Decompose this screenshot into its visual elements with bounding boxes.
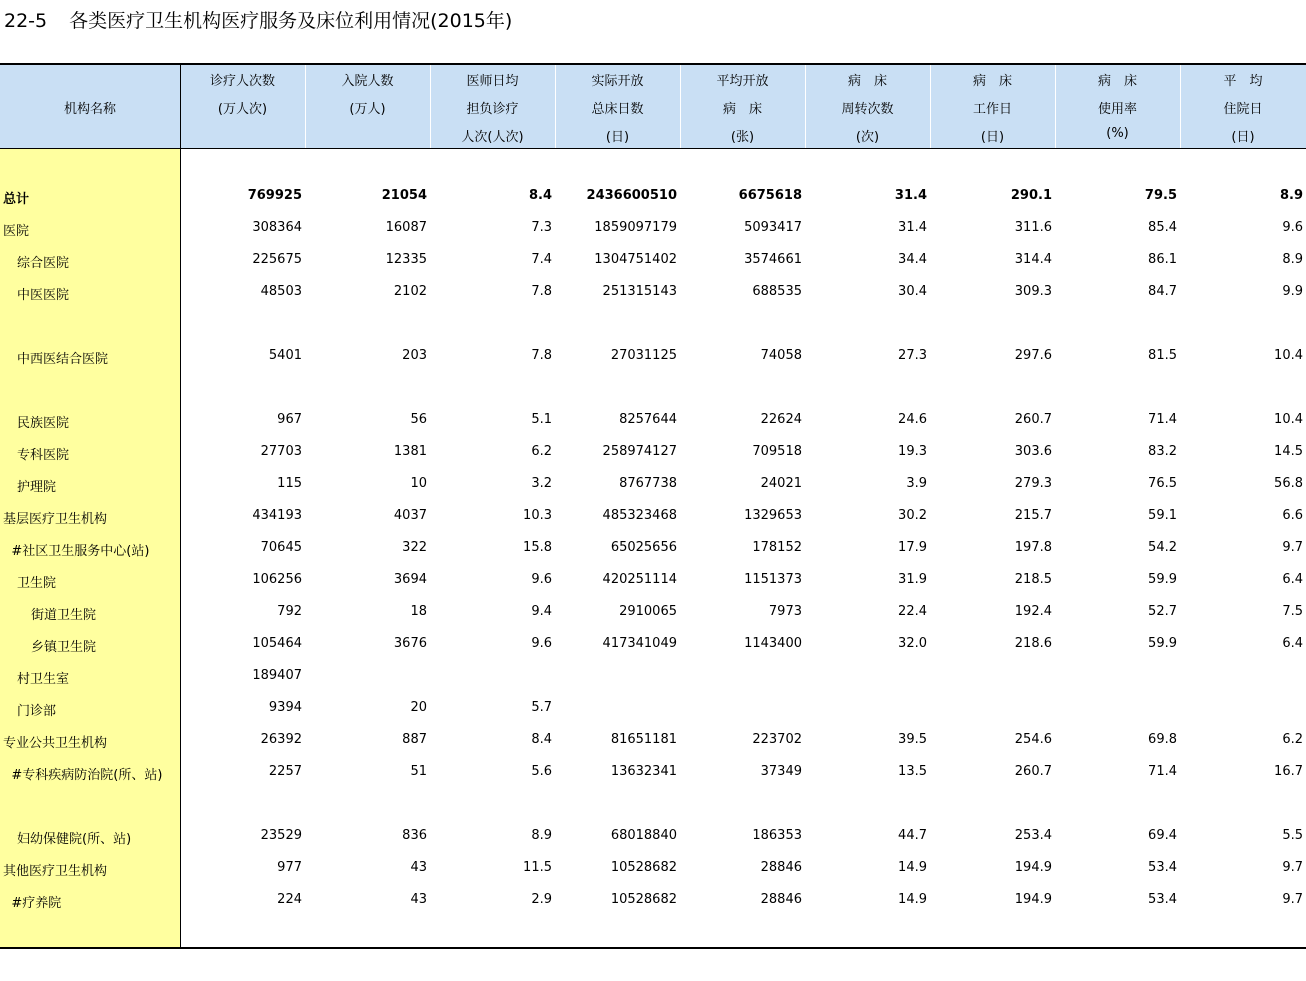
table-cell: 34.4 bbox=[898, 252, 927, 267]
header-label: 住院日 bbox=[1223, 102, 1263, 117]
table-cell: 74058 bbox=[760, 348, 802, 363]
table-cell: 8.4 bbox=[531, 732, 552, 747]
table-cell: 1329653 bbox=[744, 508, 802, 523]
row-label: #疗养院 bbox=[11, 896, 62, 911]
row-label: 护理院 bbox=[17, 480, 57, 495]
header-label: 实际开放 bbox=[591, 74, 644, 89]
header-cell bbox=[180, 65, 305, 148]
table-cell: 85.4 bbox=[1148, 220, 1177, 235]
row-label: 综合医院 bbox=[17, 256, 70, 271]
table-cell: 8767738 bbox=[619, 476, 677, 491]
table-cell: 10.3 bbox=[523, 508, 552, 523]
table-cell: 30.4 bbox=[898, 284, 927, 299]
table-cell: 39.5 bbox=[898, 732, 927, 747]
table-row bbox=[0, 220, 1306, 240]
table-cell: 69.4 bbox=[1148, 828, 1177, 843]
table-cell: 23529 bbox=[260, 828, 302, 843]
table-cell: 6.4 bbox=[1282, 572, 1303, 587]
table-cell: 223702 bbox=[752, 732, 802, 747]
table-cell: 16087 bbox=[385, 220, 427, 235]
table-cell: 9.6 bbox=[1282, 220, 1303, 235]
table-cell: 10.4 bbox=[1274, 348, 1303, 363]
table-cell: 6.2 bbox=[531, 444, 552, 459]
row-label: #专科疾病防治院(所、站) bbox=[11, 768, 163, 783]
table-cell: 314.4 bbox=[1014, 252, 1052, 267]
table-cell: 224 bbox=[277, 892, 302, 907]
header-label: (万人次) bbox=[217, 102, 268, 117]
table-cell: 186353 bbox=[752, 828, 802, 843]
header-label: 平 均 bbox=[1223, 74, 1263, 89]
header-label: (日) bbox=[980, 130, 1005, 145]
table-cell: 7.3 bbox=[531, 220, 552, 235]
table-cell: 28846 bbox=[760, 860, 802, 875]
table-cell: 420251114 bbox=[602, 572, 677, 587]
table-cell: 290.1 bbox=[1010, 188, 1052, 203]
table-cell: 30.2 bbox=[898, 508, 927, 523]
table-cell: 84.7 bbox=[1148, 284, 1177, 299]
table-row bbox=[0, 604, 1306, 624]
header-column-separator bbox=[930, 65, 931, 148]
table-cell: 5093417 bbox=[744, 220, 802, 235]
row-label: 妇幼保健院(所、站) bbox=[17, 832, 132, 847]
table-cell: 792 bbox=[277, 604, 302, 619]
table-cell: 5.7 bbox=[531, 700, 552, 715]
header-label: (%) bbox=[1106, 126, 1129, 141]
table-cell: 251315143 bbox=[602, 284, 677, 299]
table-cell: 9394 bbox=[268, 700, 302, 715]
table-cell: 20 bbox=[410, 700, 427, 715]
table-cell: 3.9 bbox=[906, 476, 927, 491]
table-cell: 308364 bbox=[252, 220, 302, 235]
table-cell: 10528682 bbox=[610, 860, 677, 875]
table-number: 22-5 bbox=[4, 10, 48, 32]
table-cell: 76.5 bbox=[1148, 476, 1177, 491]
table-cell: 2910065 bbox=[619, 604, 677, 619]
table-cell: 3.2 bbox=[531, 476, 552, 491]
table-cell: 769925 bbox=[247, 188, 302, 203]
header-cell bbox=[680, 65, 805, 148]
table-cell: 44.7 bbox=[898, 828, 927, 843]
table-cell: 9.7 bbox=[1282, 540, 1303, 555]
table-cell: 59.9 bbox=[1148, 572, 1177, 587]
header-cell bbox=[430, 65, 555, 148]
table-cell: 65025656 bbox=[610, 540, 677, 555]
table-cell: 258974127 bbox=[602, 444, 677, 459]
table-cell: 10 bbox=[410, 476, 427, 491]
table-cell: 13632341 bbox=[610, 764, 677, 779]
table-row bbox=[0, 860, 1306, 880]
table-row bbox=[0, 572, 1306, 592]
table-cell: 16.7 bbox=[1274, 764, 1303, 779]
header-label: 工作日 bbox=[972, 102, 1012, 117]
table-cell: 6.6 bbox=[1282, 508, 1303, 523]
row-label: 总计 bbox=[3, 192, 30, 207]
table-cell: 79.5 bbox=[1144, 188, 1177, 203]
row-label: #社区卫生服务中心(站) bbox=[11, 544, 150, 559]
table-cell: 9.7 bbox=[1282, 892, 1303, 907]
table-cell: 7.5 bbox=[1282, 604, 1303, 619]
table-cell: 6675618 bbox=[738, 188, 802, 203]
header-label: (万人) bbox=[349, 102, 386, 117]
table-cell: 709518 bbox=[752, 444, 802, 459]
table-cell: 21054 bbox=[381, 188, 427, 203]
header-column-separator bbox=[430, 65, 431, 148]
header-label: 总床日数 bbox=[591, 102, 644, 117]
table-cell: 197.8 bbox=[1014, 540, 1052, 555]
table-cell: 24.6 bbox=[898, 412, 927, 427]
table-row bbox=[0, 508, 1306, 528]
header-label: 平均开放 bbox=[716, 74, 769, 89]
header-cell bbox=[555, 65, 680, 148]
header-label: (日) bbox=[1231, 130, 1255, 145]
table-cell: 86.1 bbox=[1148, 252, 1177, 267]
table-cell: 59.9 bbox=[1148, 636, 1177, 651]
header-cell bbox=[1055, 65, 1180, 148]
table-cell: 5401 bbox=[268, 348, 302, 363]
table-row bbox=[0, 764, 1306, 784]
table-cell: 5.6 bbox=[531, 764, 552, 779]
header-cell-name bbox=[0, 65, 180, 148]
table-cell: 7.4 bbox=[531, 252, 552, 267]
table-cell: 31.4 bbox=[898, 220, 927, 235]
table-row bbox=[0, 636, 1306, 656]
row-label: 乡镇卫生院 bbox=[31, 640, 97, 655]
header-label: 病 床 bbox=[972, 74, 1012, 89]
table-cell: 1304751402 bbox=[594, 252, 677, 267]
table-cell: 297.6 bbox=[1014, 348, 1052, 363]
table-cell: 215.7 bbox=[1014, 508, 1052, 523]
table-cell: 178152 bbox=[752, 540, 802, 555]
table-row bbox=[0, 348, 1306, 368]
table-cell: 309.3 bbox=[1014, 284, 1052, 299]
table-cell: 5.1 bbox=[531, 412, 552, 427]
table-cell: 24021 bbox=[760, 476, 802, 491]
table-cell: 28846 bbox=[760, 892, 802, 907]
table-cell: 9.9 bbox=[1282, 284, 1303, 299]
table-cell: 53.4 bbox=[1148, 892, 1177, 907]
table-cell: 68018840 bbox=[610, 828, 677, 843]
table-cell: 9.7 bbox=[1282, 860, 1303, 875]
table-cell: 225675 bbox=[252, 252, 302, 267]
table-cell: 71.4 bbox=[1148, 412, 1177, 427]
table-cell: 11.5 bbox=[523, 860, 552, 875]
table-cell: 311.6 bbox=[1014, 220, 1052, 235]
table-cell: 6.4 bbox=[1282, 636, 1303, 651]
table-cell: 253.4 bbox=[1014, 828, 1052, 843]
page-title bbox=[4, 6, 512, 33]
table-cell: 8.9 bbox=[531, 828, 552, 843]
table-cell: 14.5 bbox=[1274, 444, 1303, 459]
table-cell: 967 bbox=[277, 412, 302, 427]
table-cell: 2436600510 bbox=[586, 188, 677, 203]
header-label: 人次(人次) bbox=[461, 130, 524, 145]
table-cell: 260.7 bbox=[1014, 764, 1052, 779]
table-cell: 1151373 bbox=[744, 572, 802, 587]
table-cell: 10528682 bbox=[610, 892, 677, 907]
header-cell bbox=[1180, 65, 1306, 148]
header-label: 病 床 bbox=[847, 74, 887, 89]
table-cell: 977 bbox=[277, 860, 302, 875]
table-cell: 189407 bbox=[252, 668, 302, 683]
table-cell: 22624 bbox=[760, 412, 802, 427]
header-label: 诊疗人次数 bbox=[209, 74, 275, 89]
table-cell: 887 bbox=[402, 732, 427, 747]
bottom-rule bbox=[0, 947, 1306, 949]
table-cell: 69.8 bbox=[1148, 732, 1177, 747]
table-cell: 22.4 bbox=[898, 604, 927, 619]
table-cell: 6.2 bbox=[1282, 732, 1303, 747]
table-cell: 13.5 bbox=[898, 764, 927, 779]
table-cell: 9.6 bbox=[531, 572, 552, 587]
table-cell: 7973 bbox=[768, 604, 802, 619]
header-cell bbox=[305, 65, 430, 148]
table-cell: 8.4 bbox=[528, 188, 552, 203]
table-cell: 194.9 bbox=[1014, 860, 1052, 875]
table-cell: 105464 bbox=[252, 636, 302, 651]
table-row bbox=[0, 668, 1306, 688]
table-cell: 3574661 bbox=[744, 252, 802, 267]
table-cell: 260.7 bbox=[1014, 412, 1052, 427]
header-column-separator bbox=[1180, 65, 1181, 148]
row-label: 村卫生室 bbox=[17, 672, 70, 687]
row-label: 卫生院 bbox=[17, 576, 57, 591]
table-cell: 26392 bbox=[260, 732, 302, 747]
table-cell: 4037 bbox=[393, 508, 427, 523]
table-cell: 51 bbox=[410, 764, 427, 779]
header-label: 入院人数 bbox=[341, 74, 394, 89]
table-cell: 31.4 bbox=[894, 188, 927, 203]
table-cell: 1859097179 bbox=[594, 220, 677, 235]
row-label: 专科医院 bbox=[17, 448, 70, 463]
table-cell: 37349 bbox=[760, 764, 802, 779]
table-cell: 8.9 bbox=[1279, 188, 1303, 203]
header-label: (次) bbox=[855, 130, 880, 145]
table-cell: 3676 bbox=[393, 636, 427, 651]
table-cell: 9.6 bbox=[531, 636, 552, 651]
row-label: 其他医疗卫生机构 bbox=[3, 864, 108, 879]
header-cell bbox=[930, 65, 1055, 148]
table-cell: 71.4 bbox=[1148, 764, 1177, 779]
table-cell: 48503 bbox=[260, 284, 302, 299]
table-cell: 218.5 bbox=[1014, 572, 1052, 587]
table-cell: 27031125 bbox=[610, 348, 677, 363]
table-row bbox=[0, 412, 1306, 432]
header-rule bbox=[0, 148, 1306, 149]
header-label: 病 床 bbox=[722, 102, 762, 117]
header-label: 机构名称 bbox=[63, 102, 116, 117]
table-row bbox=[0, 476, 1306, 496]
table-row bbox=[0, 700, 1306, 720]
header-column-separator bbox=[805, 65, 806, 148]
table-cell: 2257 bbox=[268, 764, 302, 779]
table-cell: 9.4 bbox=[531, 604, 552, 619]
table-cell: 5.5 bbox=[1282, 828, 1303, 843]
table-cell: 106256 bbox=[252, 572, 302, 587]
table-cell: 52.7 bbox=[1148, 604, 1177, 619]
table-cell: 81.5 bbox=[1148, 348, 1177, 363]
header-column-separator bbox=[680, 65, 681, 148]
row-label: 专业公共卫生机构 bbox=[3, 736, 108, 751]
header-column-separator bbox=[555, 65, 556, 148]
table-cell: 836 bbox=[402, 828, 427, 843]
table-cell: 1143400 bbox=[744, 636, 802, 651]
header-label: 周转次数 bbox=[841, 102, 894, 117]
row-label: 门诊部 bbox=[17, 704, 57, 719]
table-row bbox=[0, 444, 1306, 464]
table-cell: 688535 bbox=[752, 284, 802, 299]
table-cell: 59.1 bbox=[1148, 508, 1177, 523]
table-cell: 27703 bbox=[260, 444, 302, 459]
row-label: 民族医院 bbox=[17, 416, 70, 431]
table-cell: 8257644 bbox=[619, 412, 677, 427]
table-cell: 8.9 bbox=[1282, 252, 1303, 267]
row-label: 基层医疗卫生机构 bbox=[3, 512, 108, 527]
table-cell: 32.0 bbox=[898, 636, 927, 651]
table-cell: 115 bbox=[277, 476, 302, 491]
table-row bbox=[0, 284, 1306, 304]
header-label: (日) bbox=[605, 130, 630, 145]
table-row bbox=[0, 188, 1306, 208]
table-cell: 54.2 bbox=[1148, 540, 1177, 555]
table-cell: 15.8 bbox=[523, 540, 552, 555]
row-label: 中医医院 bbox=[17, 288, 70, 303]
table-row bbox=[0, 732, 1306, 752]
table-cell: 194.9 bbox=[1014, 892, 1052, 907]
table-title: 各类医疗卫生机构医疗服务及床位利用情况(2015年) bbox=[69, 10, 513, 32]
table-row bbox=[0, 828, 1306, 848]
table-cell: 7.8 bbox=[531, 284, 552, 299]
table-cell: 3694 bbox=[393, 572, 427, 587]
row-label: 医院 bbox=[3, 224, 30, 239]
table-cell: 203 bbox=[402, 348, 427, 363]
header-cell bbox=[805, 65, 930, 148]
table-cell: 17.9 bbox=[898, 540, 927, 555]
table-cell: 417341049 bbox=[602, 636, 677, 651]
table-cell: 53.4 bbox=[1148, 860, 1177, 875]
table-row bbox=[0, 892, 1306, 912]
table-cell: 14.9 bbox=[898, 860, 927, 875]
table-cell: 12335 bbox=[385, 252, 427, 267]
table-cell: 83.2 bbox=[1148, 444, 1177, 459]
table-cell: 434193 bbox=[252, 508, 302, 523]
table-cell: 1381 bbox=[393, 444, 427, 459]
table-cell: 56.8 bbox=[1274, 476, 1303, 491]
table-cell: 7.8 bbox=[531, 348, 552, 363]
header-label: 病 床 bbox=[1097, 74, 1137, 89]
table-cell: 43 bbox=[410, 860, 427, 875]
table-cell: 254.6 bbox=[1014, 732, 1052, 747]
header-label: 使用率 bbox=[1097, 102, 1137, 117]
table-cell: 81651181 bbox=[610, 732, 677, 747]
table-cell: 485323468 bbox=[602, 508, 677, 523]
header-column-separator bbox=[1055, 65, 1056, 148]
table-cell: 322 bbox=[402, 540, 427, 555]
table-cell: 192.4 bbox=[1014, 604, 1052, 619]
table-cell: 303.6 bbox=[1014, 444, 1052, 459]
table-row bbox=[0, 540, 1306, 560]
header-label: (张) bbox=[730, 130, 755, 145]
table-cell: 18 bbox=[410, 604, 427, 619]
header-label: 担负诊疗 bbox=[466, 102, 519, 117]
table-cell: 70645 bbox=[260, 540, 302, 555]
table-cell: 10.4 bbox=[1274, 412, 1303, 427]
header-label: 医师日均 bbox=[466, 74, 519, 89]
table-cell: 56 bbox=[410, 412, 427, 427]
row-label: 中西医结合医院 bbox=[17, 352, 109, 367]
row-label: 街道卫生院 bbox=[31, 608, 97, 623]
table-cell: 14.9 bbox=[898, 892, 927, 907]
table-cell: 31.9 bbox=[898, 572, 927, 587]
table-cell: 2.9 bbox=[531, 892, 552, 907]
table-cell: 279.3 bbox=[1014, 476, 1052, 491]
table-cell: 43 bbox=[410, 892, 427, 907]
table-cell: 2102 bbox=[393, 284, 427, 299]
table-cell: 218.6 bbox=[1014, 636, 1052, 651]
table-cell: 19.3 bbox=[898, 444, 927, 459]
header-column-separator bbox=[305, 65, 306, 148]
table-row bbox=[0, 252, 1306, 272]
table-cell: 27.3 bbox=[898, 348, 927, 363]
